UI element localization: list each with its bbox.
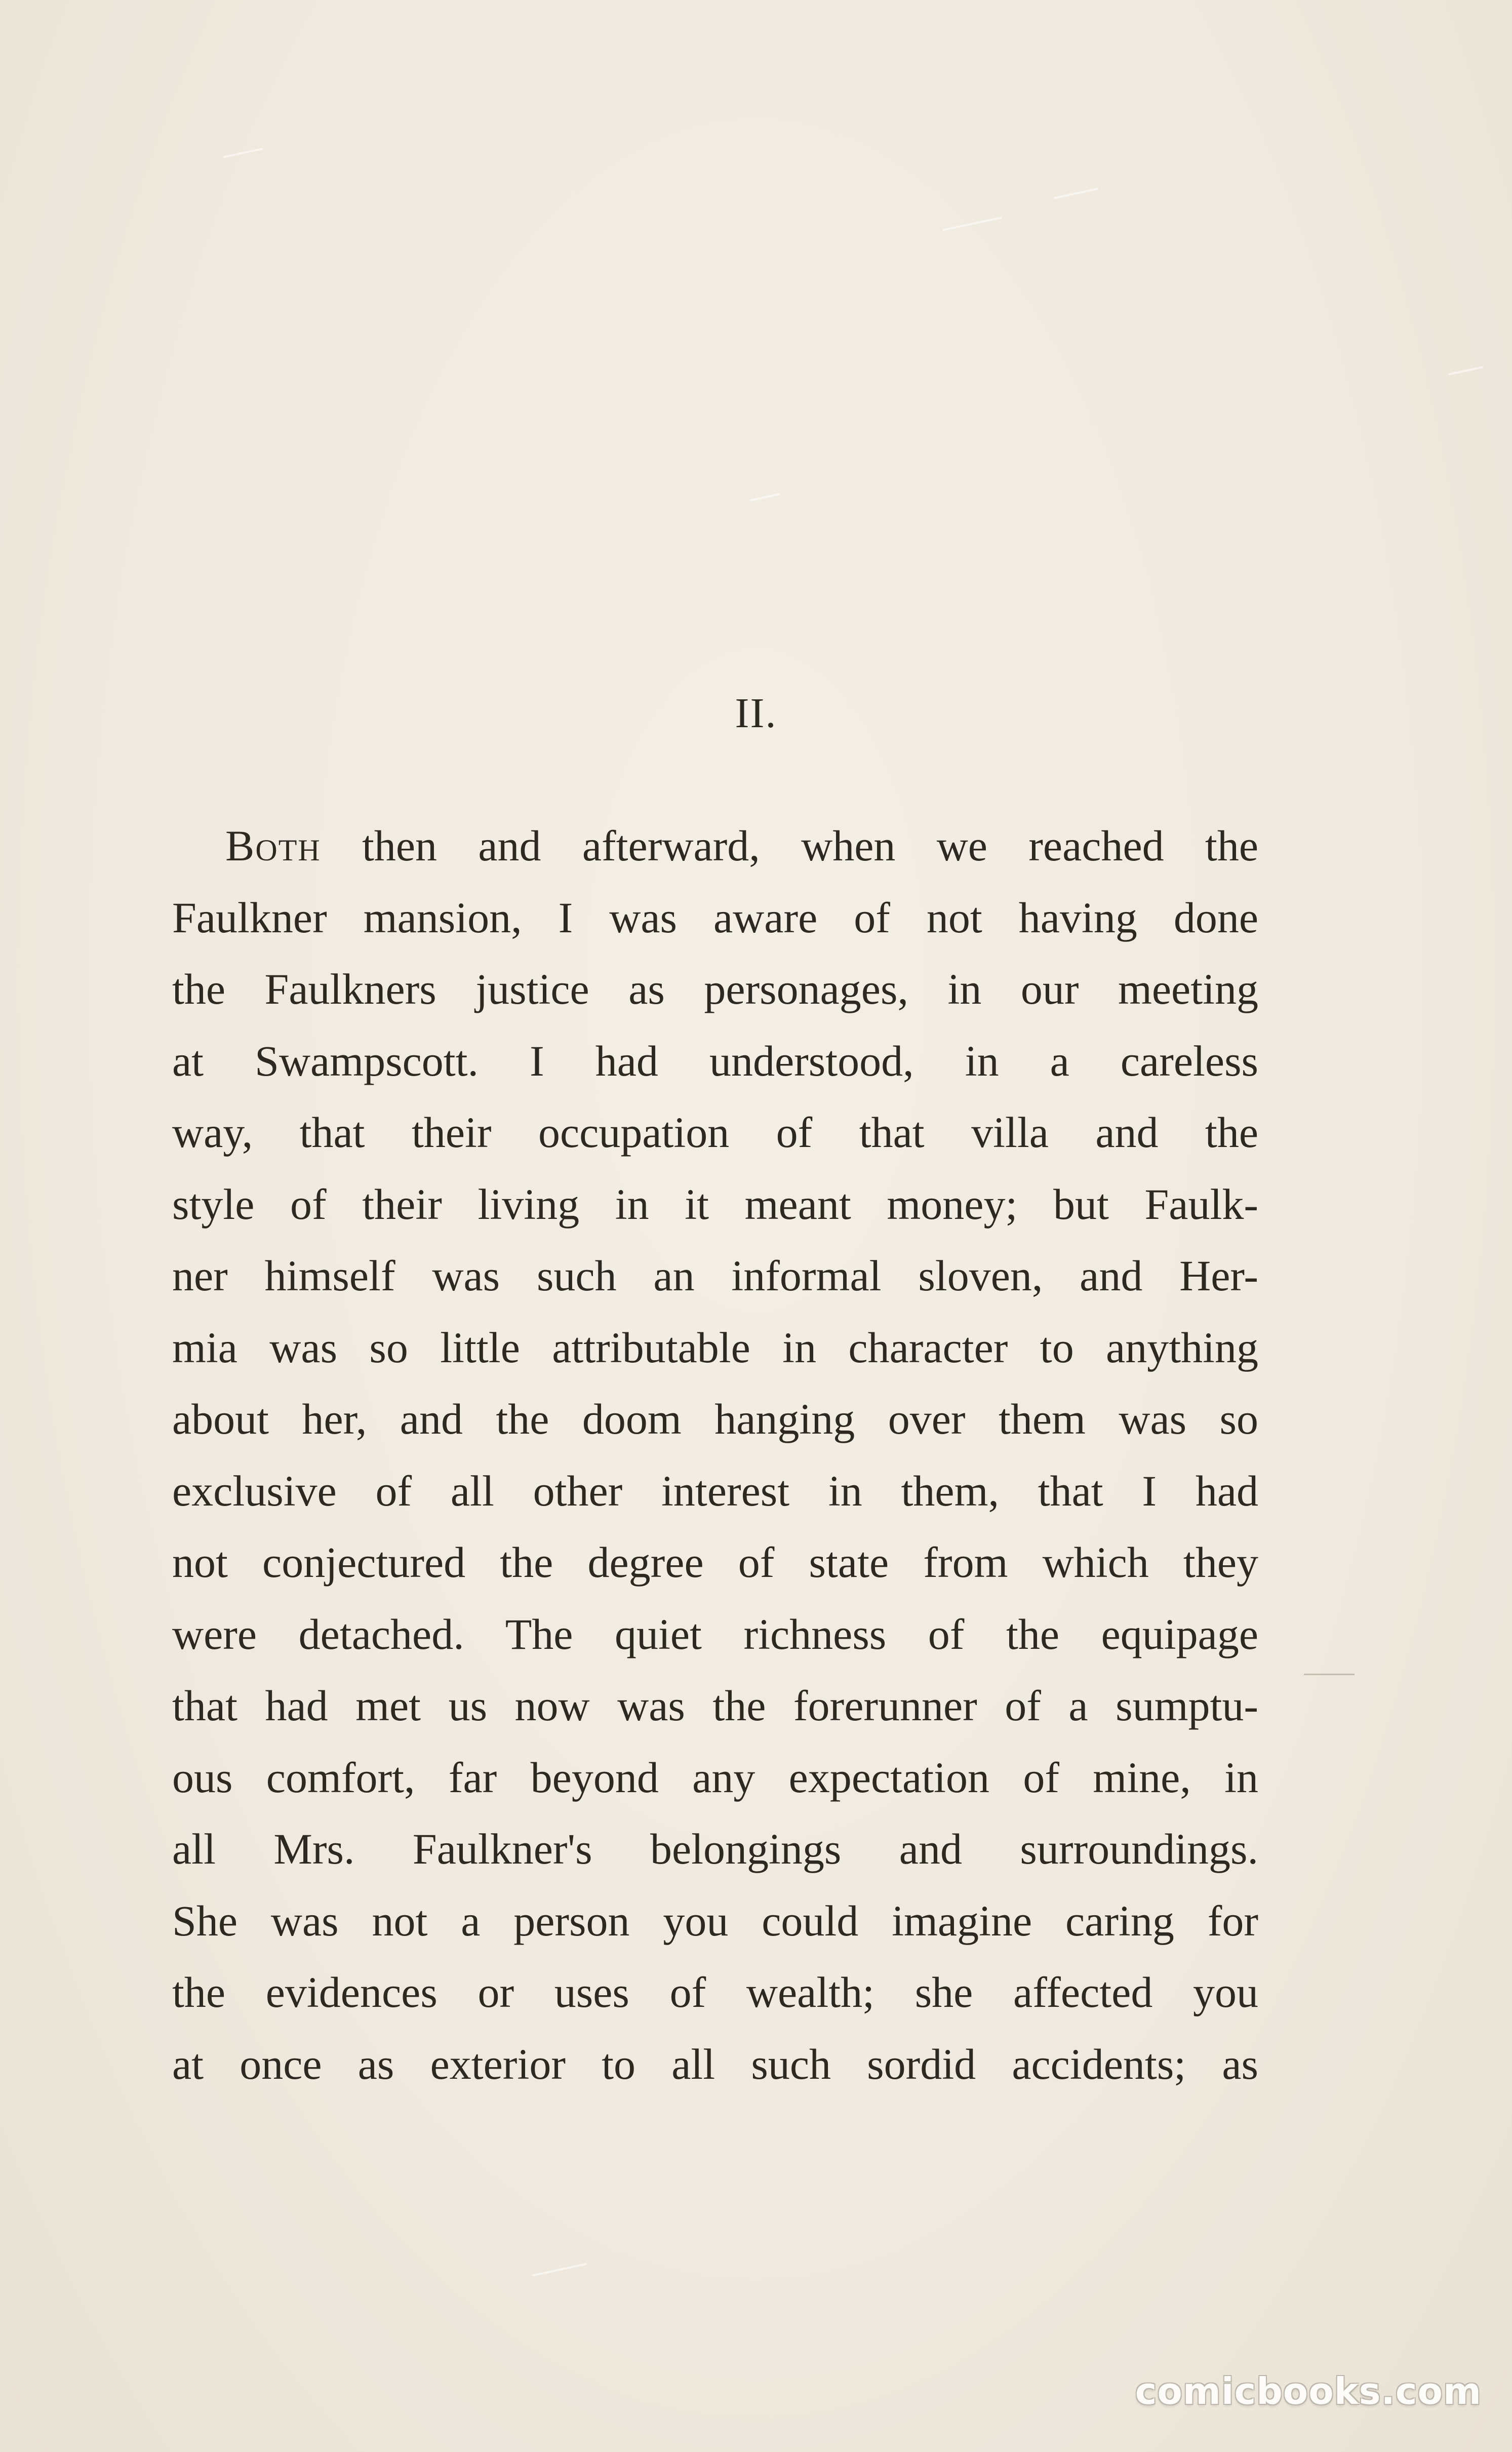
text-line: way, that their occupation of that villa and the <box>172 1108 1258 1157</box>
text-line: She was not a person you could imagine caring for <box>172 1896 1258 1945</box>
text-line: at Swampscott. I had understood, in a careless <box>172 1036 1258 1085</box>
paper-speck <box>532 2263 587 2277</box>
paper-speck <box>749 493 780 501</box>
text-line: that had met us now was the forerunner of a sumptu- <box>172 1681 1258 1730</box>
text-line: ner himself was such an informal sloven, and Her- <box>172 1251 1258 1300</box>
text-line: the evidences or uses of wealth; she affected you <box>172 1968 1258 2016</box>
text-line: at once as exterior to all such sordid accidents; as <box>172 2039 1258 2088</box>
text-line: exclusive of all other interest in them, that I had <box>172 1466 1258 1515</box>
text-line: the Faulkners justice as personages, in our meeting <box>172 965 1258 1013</box>
margin-mark <box>1304 1674 1355 1675</box>
text-line: all Mrs. Faulkner's belongings and surroundings. <box>172 1825 1258 1873</box>
paper-speck <box>1054 188 1099 200</box>
text-line: about her, and the doom hanging over them was so <box>172 1395 1258 1443</box>
paper-speck <box>942 217 1002 231</box>
text-line: Faulkner mansion, I was aware of not having done <box>172 893 1258 942</box>
body-text <box>172 810 1258 2100</box>
text-line: not conjectured the degree of state from which they <box>172 1538 1258 1587</box>
text-line-first <box>172 810 1258 882</box>
text-line: style of their living in it meant money; but Faulk- <box>172 1179 1258 1229</box>
chapter-heading: II. <box>735 690 777 737</box>
text-line: mia was so little attributable in character to anything <box>172 1323 1258 1372</box>
watermark-logo: comicbooks.com <box>1135 2370 1482 2413</box>
text-line: ous comfort, far beyond any expectation of mine, in <box>172 1753 1258 1802</box>
drop-word: Both <box>225 821 321 870</box>
text-line: were detached. The quiet richness of the equipage <box>172 1609 1258 1658</box>
paper-speck <box>1448 366 1483 375</box>
paper-speck <box>223 148 263 159</box>
first-line-rest: then and afterward, when we reached the <box>321 821 1258 870</box>
